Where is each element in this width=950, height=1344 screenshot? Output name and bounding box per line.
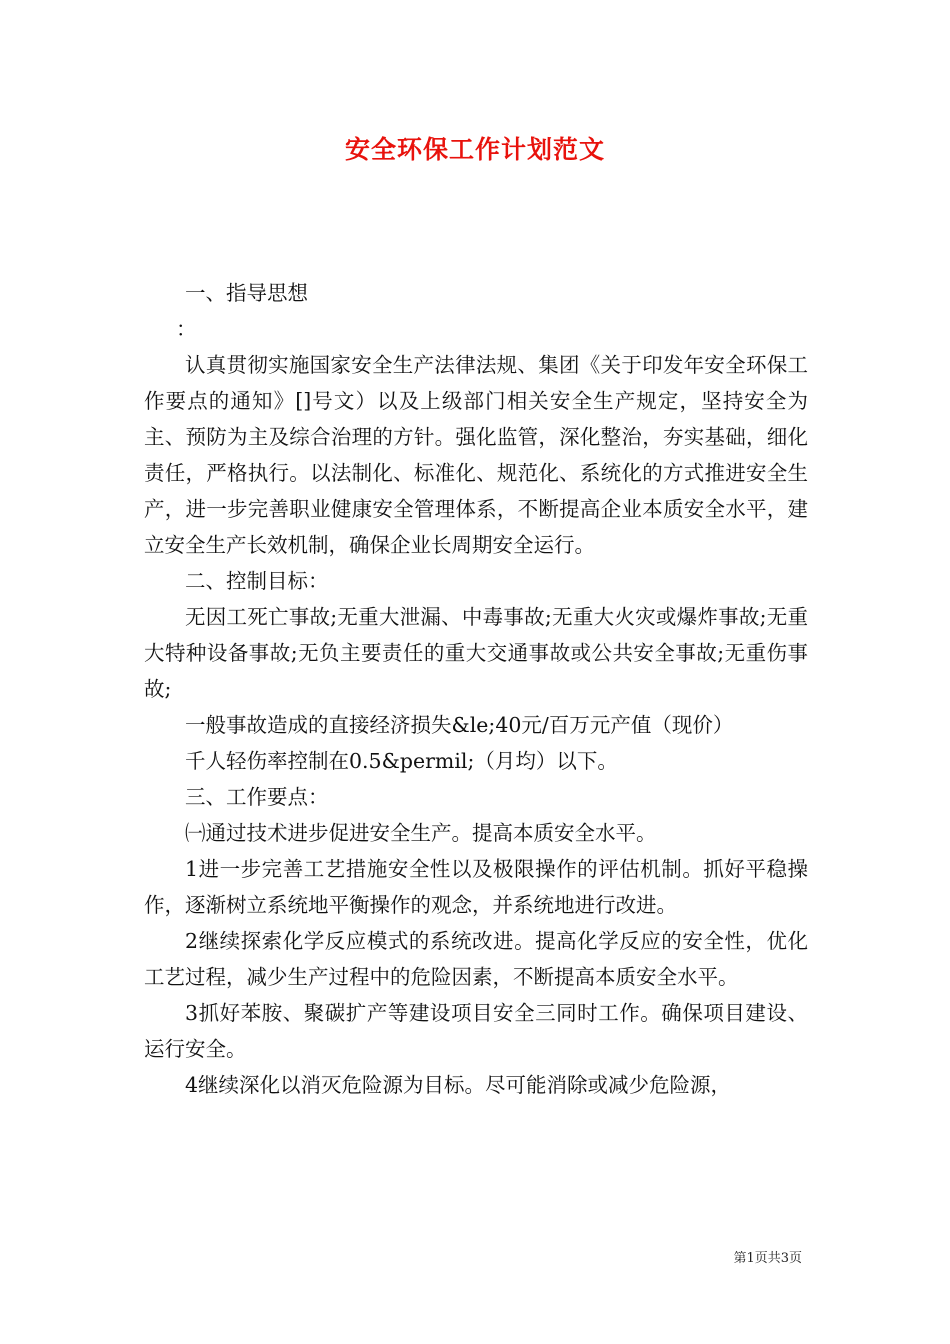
list-item-1: 1进一步完善工艺措施安全性以及极限操作的评估机制。抓好平稳操作，逐渐树立系统地平衡操作的观念，并系统地进行改进。 <box>144 857 808 917</box>
paragraph-economic-loss: 一般事故造成的直接经济损失&le;40元/百万元产值（现价） <box>185 713 734 737</box>
section-heading-guiding-thought: 一、指导思想 <box>185 281 308 305</box>
list-item-4: 4继续深化以消灭危险源为目标。尽可能消除或减少危险源， <box>185 1073 732 1097</box>
document-title: 安全环保工作计划范文 <box>344 135 605 164</box>
paragraph-injury-rate: 千人轻伤率控制在0.5&permil;（月均）以下。 <box>185 749 618 773</box>
paragraph-no-accidents: 无因工死亡事故;无重大泄漏、中毒事故;无重大火灾或爆炸事故;无重大特种设备事故;无负主要责任的重大交通事故或公共安全事故;无重伤事故; <box>144 605 808 701</box>
list-item-3: 3抓好苯胺、聚碳扩产等建设项目安全三同时工作。确保项目建设、运行安全。 <box>144 1001 808 1061</box>
page-number: 第1页共3页 <box>733 1251 802 1266</box>
subsection-heading-technology: ㈠通过技术进步促进安全生产。提高本质安全水平。 <box>185 821 657 845</box>
paragraph-guiding-thought: 认真贯彻实施国家安全生产法律法规、集团《关于印发年安全环保工作要点的通知》[]号文）以及上级部门相关安全生产规定，坚持安全为主、预防为主及综合治理的方针。强化监管，深化整治，夯实基础，细化责任，严格执行。以法制化、标准化、规范化、系统化的方式推进安全生产，进一步完善职业健康安全管理体系，不断提高企业本质安全水平，建立安全生产长效机制，确保企业长周期安全运行。 <box>144 353 808 557</box>
list-item-2: 2继续探索化学反应模式的系统改进。提高化学反应的安全性，优化工艺过程，减少生产过程中的危险因素，不断提高本质安全水平。 <box>144 929 808 989</box>
colon-line: ： <box>176 317 197 341</box>
document-body <box>144 275 808 1103</box>
section-heading-work-points: 三、工作要点： <box>185 785 329 809</box>
section-heading-control-targets: 二、控制目标： <box>185 569 329 593</box>
